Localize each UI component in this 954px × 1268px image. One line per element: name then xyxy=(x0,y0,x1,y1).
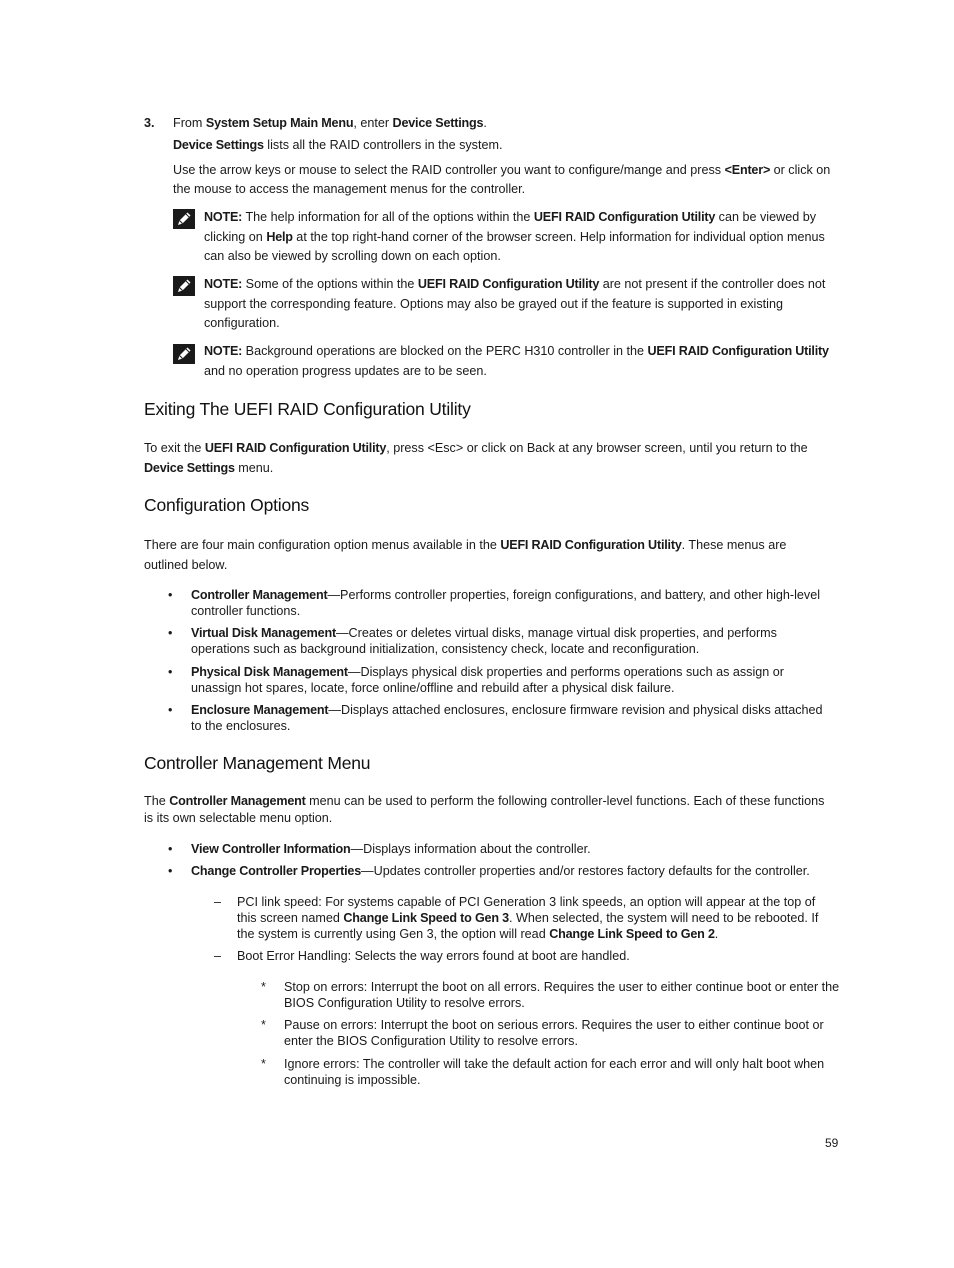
asterisk-marker: * xyxy=(261,1057,266,1071)
list-item: • Change Controller Properties—Updates controller properties and/or restores factory defaults for the controller. xyxy=(168,864,810,878)
bullet-marker: • xyxy=(168,626,173,640)
sub-list-item: – Boot Error Handling: Selects the way errors found at boot are handled. xyxy=(214,949,630,963)
controller-menu-paragraph: The Controller Management menu can be used to perform the following controller-level functions. Each of these functions is its own selectable menu option. xyxy=(144,794,825,825)
bullet-marker: • xyxy=(168,703,173,717)
dash-marker: – xyxy=(214,949,222,963)
list-item: • View Controller Information—Displays information about the controller. xyxy=(168,842,591,856)
asterisk-marker: * xyxy=(261,980,266,994)
sub-sub-list-item: * Stop on errors: Interrupt the boot on all errors. Requires the user to either continue boot or enter the BIOS Configuration Utility to resolve errors. xyxy=(261,980,840,1010)
step-number: 3. xyxy=(144,116,155,130)
pencil-note-icon xyxy=(173,209,195,229)
note-3 xyxy=(173,342,843,382)
note-text: NOTE: Some of the options within the UEFI RAID Configuration Utility are not present if the controller does not support the corresponding feature. Options may also be grayed out if the feature is supported in existing configuration. xyxy=(204,277,826,330)
list-item: • Enclosure Management—Displays attached enclosures, enclosure firmware revision and physical disks attached to the enclosures. xyxy=(168,703,823,733)
step-line-1: From System Setup Main Menu, enter Device Settings. xyxy=(173,116,487,130)
list-item: • Physical Disk Management—Displays physical disk properties and performs operations such as assign or unassign hot spares, locate, force online/offline and rebuild after a physical disk failure. xyxy=(168,665,784,695)
note-text: NOTE: The help information for all of the options within the UEFI RAID Configuration Utility can be viewed by clicking on Help at the top right-hand corner of the browser screen. Help information for individual option menus can also be viewed by scrolling down on each option. xyxy=(204,210,825,263)
menu-name: System Setup Main Menu xyxy=(205,116,354,130)
list-item: • Virtual Disk Management—Creates or deletes virtual disks, manage virtual disk properties, and performs operations such as background initialization, consistency check, locate and reconfiguration. xyxy=(168,626,777,656)
sub-sub-list-item: * Ignore errors: The controller will take the default action for each error and will only halt boot when continuing is impossible. xyxy=(261,1057,825,1087)
note-1 xyxy=(173,207,843,267)
asterisk-marker: * xyxy=(261,1018,266,1032)
section-heading-exiting: Exiting The UEFI RAID Configuration Utility xyxy=(144,399,471,419)
bullet-marker: • xyxy=(168,864,173,878)
bullet-marker: • xyxy=(168,842,173,856)
section-heading-configuration-options: Configuration Options xyxy=(144,495,310,515)
step-line-2: Device Settings lists all the RAID controllers in the system. xyxy=(173,138,503,152)
pencil-note-icon xyxy=(173,344,195,364)
step-line-3: Use the arrow keys or mouse to select the RAID controller you want to configure/mange and press <Enter> or click on the mouse to access the management menus for the controller. xyxy=(173,163,831,196)
pencil-note-icon xyxy=(173,276,195,296)
sub-sub-list-item: * Pause on errors: Interrupt the boot on serious errors. Requires the user to either continue boot or enter the BIOS Configuration Utility to resolve errors. xyxy=(261,1018,824,1048)
list-item: • Controller Management—Performs controller properties, foreign configurations, and battery, and other high-level controller functions. xyxy=(168,588,821,618)
page-number: 59 xyxy=(825,1136,839,1150)
menu-name: Device Settings xyxy=(392,116,484,130)
section-heading-controller-management-menu: Controller Management Menu xyxy=(144,753,371,773)
exiting-paragraph: To exit the UEFI RAID Configuration Utility, press <Esc> or click on Back at any browser screen, until you return to the Device Settings menu. xyxy=(144,441,808,475)
bullet-marker: • xyxy=(168,588,173,602)
bullet-marker: • xyxy=(168,665,173,679)
sub-list-item: – PCI link speed: For systems capable of PCI Generation 3 link speeds, an option will appear at the top of this screen named Change Link Speed to Gen 3. When selected, the system will need to be rebooted. If the system is currently using Gen 3, the option will read Change Link Speed to Gen 2. xyxy=(214,895,819,941)
note-2 xyxy=(173,274,843,334)
config-options-paragraph: There are four main configuration option menus available in the UEFI RAID Configuration Utility. These menus are outlined below. xyxy=(144,538,787,572)
dash-marker: – xyxy=(214,895,222,909)
note-text: NOTE: Background operations are blocked on the PERC H310 controller in the UEFI RAID Configuration Utility and no operation progress updates are to be seen. xyxy=(204,344,829,378)
